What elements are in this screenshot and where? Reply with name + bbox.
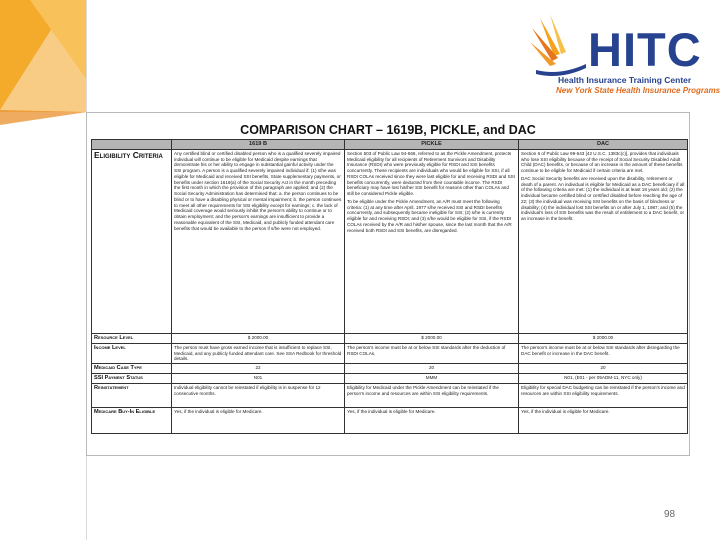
table-row: [92, 343, 688, 363]
table-header-row: [92, 140, 688, 150]
row-label: SSI Payment Status: [92, 374, 172, 384]
table-cell: $ 2000.00: [345, 333, 519, 343]
cell-paragraph: Section 503 of Public Law 94-566, referred to as the Pickle Amendment, protects Medicaid eligibility for all recipients of Retirement Survivors and Disability Insurance (RSDI) who were previously eligible for RSDI and SSI benefits concurrently. These recipients are individuals who would be eligible for SSI, if all RSDI COLAs received since they were last eligible for and receiving RSDI and SSI benefits concurrently, were deducted from their countable income. The RSDI beneficiary may have lost his/her SSI benefit for reasons other than COLAs and still be considered Pickle eligible.: [347, 150, 516, 197]
table-cell: The person's income must be at or below SSI standards after disregarding the DAC benefit or increase in the DAC benefit.: [519, 343, 688, 363]
table-row: [92, 333, 688, 343]
table-cell: MMM: [345, 374, 519, 384]
table-cell: [519, 149, 688, 333]
cell-paragraph: DAC Social Security benefits are received upon the disability, retirement or death of a parent. An individual is eligible for Medicaid as a DAC beneficiary if all of the following criteria are met: (1) the individual is at least 18 years old; (2) the individual became certified blind or certified disabled before reaching the age of 22; (3) the individual was receiving SSI benefits on the basis of blindness or disability; (4) the individual lost SSI benefits on or after July 1, 1987; and (5) the individual's loss of SSI benefits was the result of entitlement to a DAC benefit, or an increase in the benefit.: [521, 175, 685, 222]
table-cell: N01, (E01 - per 05ADM-11, NYC only): [519, 374, 688, 384]
header-cell: 1619 B: [172, 140, 345, 150]
logo-wordmark: HITC: [588, 23, 702, 76]
table-cell: Eligibility for special DAC budgeting can be reinstated if the person's income and resources are within SSI eligibility requirements.: [519, 384, 688, 408]
table-cell: N01: [172, 374, 345, 384]
table-cell: Individual eligibility cannot be reinstated if eligibility is in suspense for 12 consecutive months.: [172, 384, 345, 408]
decorative-corner-shape: [0, 0, 87, 540]
table-cell: Yes, if the individual is eligible for Medicare.: [172, 408, 345, 434]
table-cell: Any certified blind or certified disabled person who is a qualified severely impaired individual will continue to be eligible for Medicaid despite earnings that demonstrate his or her ability to engage in substantial gainful activity under the SSI program. A person is a qualified severely impaired individual if: (1) s/he was eligible for Medicaid and received SSI benefits, State supplementary payments, or benefits under section 1619(a) of the Social Security Act in the month preceding the first month in which the provision of this paragraph are applied; and (2) the Social Security Administration has determined that: a. the person continues to be blind or to have a disabling physical or mental impairment; b. the person continues to meet all other requirements for SSI eligibility except for earnings; c. the lack of Medicaid coverage would seriously inhibit the person's ability to continue or to obtain employment; and the person's earnings are insufficient to provide a reasonable equivalent of the SSI, Medicaid, and publicly funded attendant care benefits that would be available to the person if s/he were not employed.: [172, 149, 345, 333]
comparison-chart-sheet: [86, 112, 690, 456]
table-cell: 22: [172, 364, 345, 374]
row-label: Resource Level: [92, 333, 172, 343]
table-cell: The person's income must be at or below SSI standards after the deduction of RSDI COLAs.: [345, 343, 519, 363]
hitc-swoosh-icon: [530, 14, 588, 78]
table-cell: Yes, if the individual is eligible for Medicare.: [519, 408, 688, 434]
table-cell: 20: [519, 364, 688, 374]
table-cell: Yes, if the individual is eligible for Medicare.: [345, 408, 519, 434]
table-cell: Eligibility for Medicaid under the Pickle Amendment can be reinstated if the person's income and resources are within SSI eligibility requirements.: [345, 384, 519, 408]
table-row: [92, 364, 688, 374]
header-cell: DAC: [519, 140, 688, 150]
cell-paragraph: To be eligible under the Pickle Amendment, an A/R must meet the following criteria: (1) at any time after April, 1977 s/he received SSI and RSDI benefits concurrently, and subsequently became ineligible for SSI; (2) s/he is currently eligible for and receiving RSDI; and (3) s/he would be eligible for SSI, if the RSDI COLAs received by the A/R and his/her spouse, since the last month that the A/R received both RSDI and SSI benefits, are disregarded.: [347, 198, 512, 233]
comparison-table: [91, 139, 688, 434]
logo-subtitle: Health Insurance Training Center: [558, 75, 692, 85]
cell-paragraph: Section 6 of Public Law 99-643 [42 U.S.C. 1383c(c)], provides that individuals who lose SSI eligibility because of the receipt of Social Security Disabled Adult Child (DAC) benefits, or because of an increase in the amount of these benefits continue to be eligible for Medicaid if certain criteria are met.: [521, 150, 683, 174]
row-label: Medicare Buy-In Eligible: [92, 408, 172, 434]
table-row: [92, 408, 688, 434]
header-cell: [92, 140, 172, 150]
table-cell: The person must have gross earned income that is insufficient to replace SSI, Medicaid, and any publicly funded attendant care. See SSA Redbook for threshold details.: [172, 343, 345, 363]
table-row: [92, 374, 688, 384]
table-cell: $ 2000.00: [172, 333, 345, 343]
row-label: Reinstatement: [92, 384, 172, 408]
page-number: 98: [664, 509, 676, 520]
table-cell: $ 2000.00: [519, 333, 688, 343]
row-label: Income Level: [92, 343, 172, 363]
row-label: Eligibility Criteria: [92, 149, 172, 333]
chart-title: COMPARISON CHART – 1619B, PICKLE, and DAC: [240, 123, 536, 137]
row-label: Medicaid Case Type: [92, 364, 172, 374]
table-row: [92, 149, 688, 333]
logo-program: New York State Health Insurance Programs: [556, 86, 720, 95]
table-row: [92, 384, 688, 408]
table-cell: 20: [345, 364, 519, 374]
header-cell: PICKLE: [345, 140, 519, 150]
table-cell: [345, 149, 519, 333]
